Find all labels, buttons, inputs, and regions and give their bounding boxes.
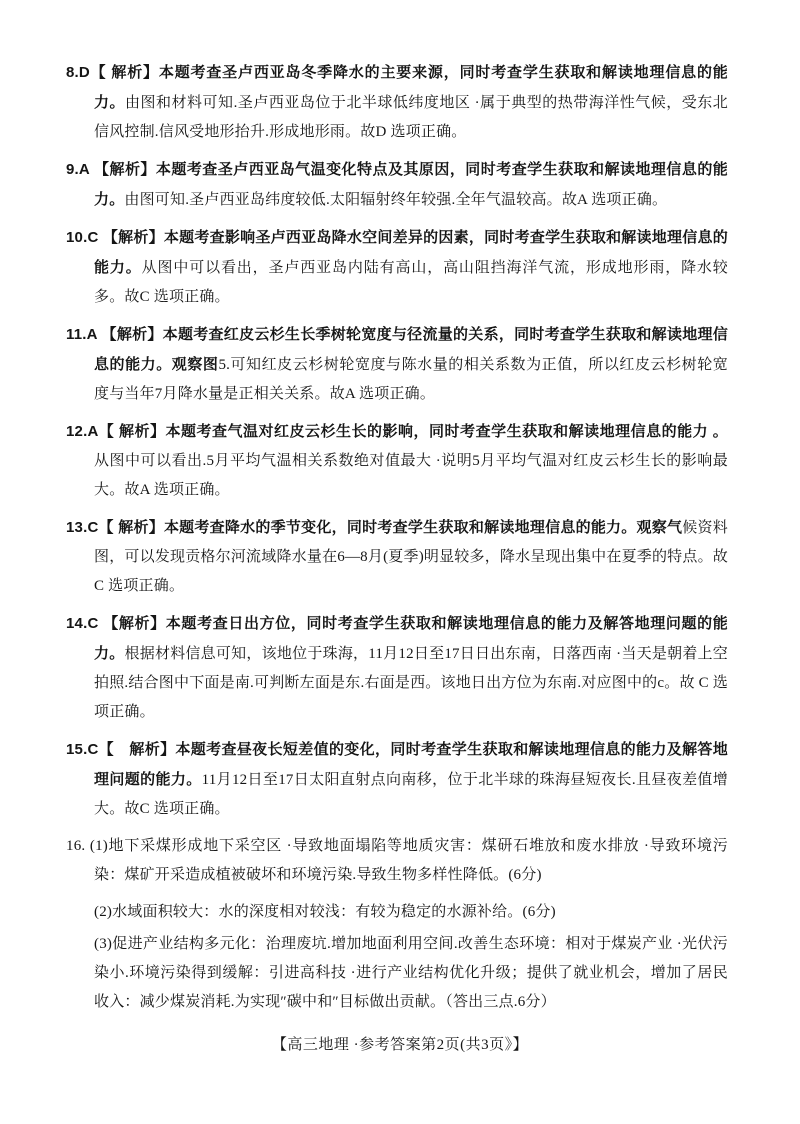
- answer-explanation-body: 11月12日至17日太阳直射点向南移，位于北半球的珠海昼短夜长.且昼夜差值增大。故C 选项正确。: [94, 772, 728, 817]
- answer-item-10-C: [66, 223, 728, 312]
- answer-number: 10.C: [66, 229, 99, 246]
- answer-item-14-C: [66, 609, 728, 727]
- answers-list: [66, 58, 728, 1017]
- answer-number: 13.C: [66, 519, 99, 536]
- answer-explanation-body: 候资料图，可以发现贡格尔河流域降水量在6—8月(夏季)明显较多，降水呈现出集中在夏季的特点。故C 选项正确。: [94, 520, 728, 594]
- answer-item-15-C: [66, 735, 728, 824]
- answer-number: 15.C: [66, 741, 99, 758]
- answer-explanation-body: 从图中可以看出.5月平均气温相关系数绝对值最大 ·说明5月平均气温对红皮云杉生长的影响最大。故A 选项正确。: [94, 453, 728, 498]
- answer-explanation-body: 由图可知.圣卢西亚岛纬度较低.太阳辐射终年较强.全年气温较高。故A 选项正确。: [124, 192, 668, 208]
- answer-number: 16.: [66, 838, 86, 854]
- answer-item-16: [66, 832, 728, 890]
- answer-number: 9.A: [66, 161, 90, 178]
- answer-item-11-A: [66, 320, 728, 409]
- answer-explanation-body: 5.可知红皮云杉树轮宽度与陈水量的相关系数为正值，所以红皮云杉树轮宽度与当年7月降水量是正相关关系。故A 选项正确。: [94, 357, 728, 402]
- answer-part: (1)地下采煤形成地下采空区 ·导致地面塌陷等地质灾害：煤研石堆放和废水排放 ·导致环境污染：煤矿开采造成植被破坏和环境污染.导致生物多样性降低。(6分): [85, 838, 728, 883]
- answer-explanation-lead: 【 解析】本题考查圣卢西亚岛冬季降水的主要来源，同时考查学生获取和解读地理信息的能力。: [89, 64, 728, 111]
- answer-explanation-body: 由图和材料可知.圣卢西亚岛位于北半球低纬度地区 ·属于典型的热带海洋性气候，受东北信风控制.信风受地形抬升.形成地形雨。故D 选项正确。: [94, 95, 728, 140]
- answer-explanation-lead: 【 解析】本题考查气温对红皮云杉生长的影响，同时考查学生获取和解读地理信息的能力 。: [98, 423, 728, 440]
- answer-item-9-A: [66, 155, 728, 215]
- answer-number: 14.C: [66, 615, 99, 632]
- answer-explanation-lead: 【解析】本题考查影响圣卢西亚岛降水空间差异的因素，同时考查学生获取和解读地理信息的能力。: [94, 229, 728, 276]
- answer-explanation-body: 根据材料信息可知，该地位于珠海，11月12日至17日日出东南，日落西南 ·当天是朝着上空拍照.结合图中下面是南.可判断左面是东.右面是西。该地日出方位为东南.对应图中的c。故 C 选项正确。: [94, 646, 728, 720]
- answer-explanation-lead: 【解析】本题考查日出方位，同时考查学生获取和解读地理信息的能力及解答地理问题的能力。: [94, 615, 728, 662]
- page-footer: 【高三地理 ·参考答案第2页(共3页》】: [271, 1037, 529, 1053]
- answer-part: (2)水域面积较大：水的深度相对较浅：有较为稳定的水源补给。(6分): [94, 904, 556, 920]
- answer-item-13-C: [66, 513, 728, 601]
- answer-explanation-body: 从图中可以看出，圣卢西亚岛内陆有高山，高山阻挡海洋气流，形成地形雨，降水较多。故C 选项正确。: [94, 260, 728, 305]
- answer-number: 12.A: [66, 423, 99, 440]
- answer-explanation-lead: 【 解析】本题考查降水的季节变化，同时考查学生获取和解读地理信息的能力。观察气: [98, 519, 683, 536]
- answer-explanation-lead: 【 解析】本题考查昼夜长短差值的变化，同时考查学生获取和解读地理信息的能力及解答地理问题的能力。: [94, 741, 728, 788]
- answer-number: 11.A: [66, 326, 98, 343]
- answer-item-12-A: [66, 417, 728, 505]
- answer-number: 8.D: [66, 64, 90, 81]
- answer-explanation-lead: 【解析】本题考查圣卢西亚岛气温变化特点及其原因，同时考查学生获取和解读地理信息的能力。: [89, 161, 728, 208]
- answer-part: (3)促进产业结构多元化：治理废坑.增加地面利用空间.改善生态环境：相对于煤炭产业 ·光伏污染小.环境污染得到缓解：引进高科技 ·进行产业结构优化升级；提供了就业机会，增加了居民收入：减少煤炭消耗.为实现″碳中和″目标做出贡献。（答出三点.6分）: [94, 936, 728, 1010]
- answer-item-8-D: [66, 58, 728, 147]
- answer-explanation-lead: 【解析】本题考查红皮云杉生长季树轮宽度与径流量的关系，同时考查学生获取和解读地理信息的能力。观察图: [94, 326, 728, 373]
